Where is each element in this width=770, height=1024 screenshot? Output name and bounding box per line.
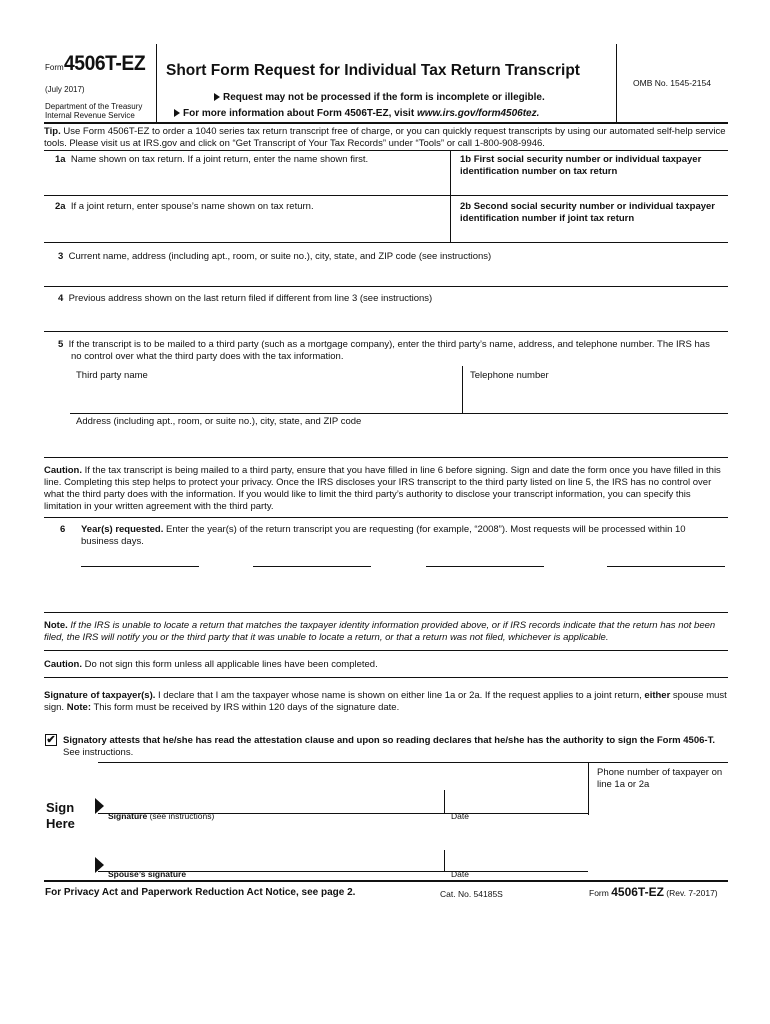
third-party-address-label: Address (including apt., room, or suite no.), city, state, and ZIP code (76, 416, 362, 427)
form-title: Short Form Request for Individual Tax Return Transcript (166, 62, 580, 79)
spouse-name-input[interactable] (70, 217, 445, 235)
taxpayer-phone-input[interactable] (597, 794, 725, 812)
agency-line-2: Internal Revenue Service (45, 111, 135, 120)
attest-checkbox[interactable]: ✔ (46, 734, 56, 746)
spouse-signature-input[interactable] (108, 852, 438, 870)
year-underline (253, 566, 371, 567)
phone-number-label: Phone number of taxpayer on line 1a or 2a (597, 767, 723, 790)
taxpayer-signature-input[interactable] (108, 793, 438, 811)
form-number: 4506T-EZ (64, 52, 146, 75)
line-2b-label: 2b Second social security number or individual taxpayer identification number if joint tax return (460, 201, 716, 224)
previous-address-input[interactable] (70, 309, 720, 327)
year-underline (426, 566, 544, 567)
notice-more-info: For more information about Form 4506T-EZ, visit www.irs.gov/form4506tez. (174, 108, 539, 119)
third-party-name-input[interactable] (76, 385, 456, 403)
signature-date-input[interactable] (450, 793, 585, 811)
third-party-address-input[interactable] (76, 431, 720, 449)
signature-label: Signature (see instructions) (108, 811, 215, 821)
taxpayer-name-input[interactable] (70, 170, 445, 188)
note-paragraph: Note. If the IRS is unable to locate a return that matches the taxpayer identity information provided above, or if IRS records indicate that the return has not been filed, the IRS will notify you or the third party that it was unable to locate a return, or that a return was not filed, whichever is applicable. (44, 620, 716, 643)
spouse-date-input[interactable] (450, 852, 585, 870)
arrow-right-icon (174, 109, 180, 117)
signature-declaration: Signature of taxpayer(s). I declare that I am the taxpayer whose name is shown on either line 1a or 2a. If the request applies to a joint return, either spouse must sign. Note: This form must be received by IRS within 120 days of the signature date. (44, 690, 727, 713)
year-underline (607, 566, 725, 567)
line-3-label: 3 Current name, address (including apt., room, or suite no.), city, state, and ZIP code (see instructions) (58, 251, 492, 262)
caution-third-party: Caution. If the tax transcript is being mailed to a third party, ensure that you have filled in line 6 before signing. Sign and date the form once you have filled in this line. Completing this step helps to protect your privacy. Once the IRS discloses your IRS transcript to the third party listed on line 5, the IRS has no control over what the third party does with the information. If you would like to limit the third party’s authority to disclose your transcript information, you can specify this limitation in your written agreement with the third party. (44, 465, 721, 512)
here-word: Here (46, 816, 75, 831)
omb-number: OMB No. 1545-2154 (633, 78, 711, 88)
privacy-notice: For Privacy Act and Paperwork Reduction Act Notice, see page 2. (45, 887, 356, 898)
line-2a-label: 2a If a joint return, enter spouse’s name shown on tax return. (55, 201, 314, 212)
catalog-number: Cat. No. 54185S (440, 889, 503, 899)
telephone-input[interactable] (470, 385, 720, 403)
year-requested-3-input[interactable] (426, 550, 544, 565)
year-underline (81, 566, 199, 567)
third-party-name-label: Third party name (76, 370, 148, 381)
tip-paragraph: Tip. Use Form 4506T-EZ to order a 1040 series tax return transcript free of charge, or you can quickly request transcripts by using our automated self-help service tools. Please visit us at IRS.gov and click on “Get Transcript of Your Tax Records” under “Tools” or call 1-800-908-9946. (44, 126, 726, 149)
current-address-input[interactable] (70, 266, 720, 284)
revision-date: (July 2017) (45, 85, 85, 94)
date-label: Date (451, 811, 469, 821)
line-1a-label: 1a Name shown on tax return. If a joint return, enter the name shown first. (55, 154, 369, 165)
footer-form-id: Form 4506T-EZ (Rev. 7-2017) (589, 885, 718, 899)
line-4-label: 4 Previous address shown on the last return filed if different from line 3 (see instructions) (58, 293, 433, 304)
line-6-label: Year(s) requested. Enter the year(s) of the return transcript you are requesting (for example, “2008”). Most requests will be processed within 10 business days. (81, 524, 686, 547)
year-requested-4-input[interactable] (607, 550, 725, 565)
year-requested-2-input[interactable] (253, 550, 371, 565)
ssn-1b-input[interactable] (460, 180, 722, 194)
spouse-date-label: Date (451, 869, 469, 879)
sign-arrow-icon (95, 798, 104, 814)
year-requested-1-input[interactable] (81, 550, 199, 565)
notice-incomplete: Request may not be processed if the form is incomplete or illegible. (214, 92, 545, 103)
irs-form-link[interactable]: www.irs.gov/form4506tez. (416, 108, 540, 119)
agency-line-1: Department of the Treasury (45, 102, 143, 111)
line-1b-label: 1b First social security number or individual taxpayer identification number on tax return (460, 154, 702, 177)
form-word: Form (45, 63, 64, 72)
line-5-label: 5 If the transcript is to be mailed to a third party (such as a mortgage company), enter the third party’s name, address, and telephone number. The IRS has no control over what the third party does with the tax information. (58, 339, 710, 362)
caution-do-not-sign: Caution. Do not sign this form unless all applicable lines have been completed. (44, 659, 378, 670)
ssn-2b-input[interactable] (460, 226, 722, 240)
spouse-signature-label: Spouse’s signature (108, 869, 187, 879)
line-6-num: 6 (60, 524, 66, 535)
arrow-right-icon (214, 93, 220, 101)
telephone-label: Telephone number (470, 370, 549, 381)
sign-word: Sign (46, 800, 75, 815)
attest-statement: Signatory attests that he/she has read the attestation clause and upon so reading declares that he/she has the authority to sign the Form 4506-T. See instructions. (63, 735, 715, 758)
